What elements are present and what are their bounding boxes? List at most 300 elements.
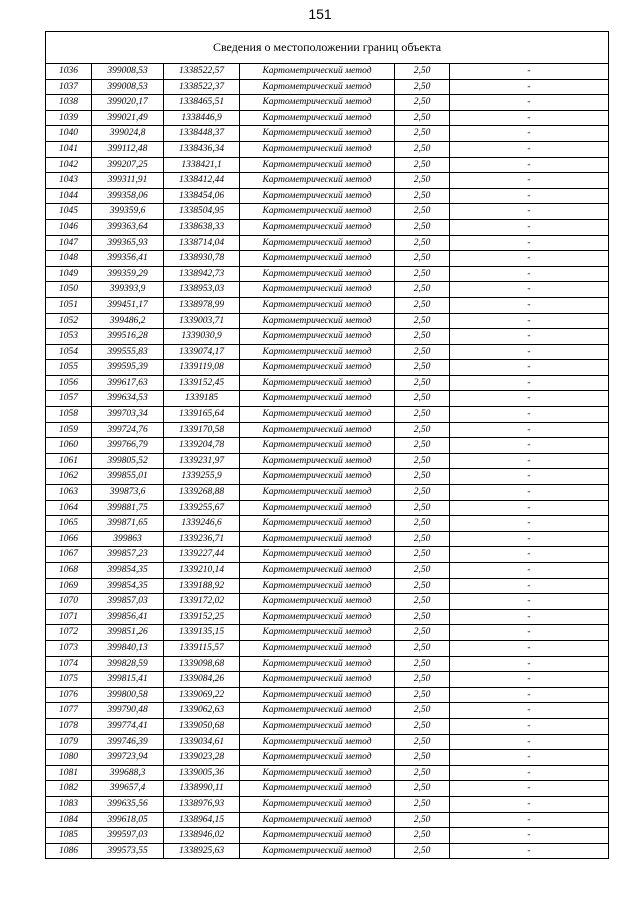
accuracy-cell: 2,50: [395, 500, 450, 516]
method-cell: Картометрический метод: [240, 157, 395, 173]
description-cell: -: [450, 266, 609, 282]
method-cell: Картометрический метод: [240, 204, 395, 220]
accuracy-cell: 2,50: [395, 469, 450, 485]
table-row: [46, 781, 609, 797]
description-cell: -: [450, 79, 609, 95]
y-coordinate-cell: 1338930,78: [164, 251, 240, 267]
table-row: [46, 141, 609, 157]
y-coordinate-cell: 1338421,1: [164, 157, 240, 173]
accuracy-cell: 2,50: [395, 563, 450, 579]
point-number-cell: 1070: [46, 594, 92, 610]
description-cell: -: [450, 251, 609, 267]
x-coordinate-cell: 399597,03: [92, 828, 164, 844]
accuracy-cell: 2,50: [395, 812, 450, 828]
point-number-cell: 1075: [46, 672, 92, 688]
x-coordinate-cell: 399856,41: [92, 609, 164, 625]
table-row: [46, 360, 609, 376]
table-row: [46, 578, 609, 594]
table-row: [46, 469, 609, 485]
table-row: [46, 594, 609, 610]
table-row: [46, 126, 609, 142]
point-number-cell: 1050: [46, 282, 92, 298]
accuracy-cell: 2,50: [395, 141, 450, 157]
method-cell: Картометрический метод: [240, 126, 395, 142]
table-row: [46, 796, 609, 812]
y-coordinate-cell: 1339005,36: [164, 765, 240, 781]
method-cell: Картометрический метод: [240, 422, 395, 438]
method-cell: Картометрический метод: [240, 750, 395, 766]
point-number-cell: 1076: [46, 687, 92, 703]
method-cell: Картометрический метод: [240, 344, 395, 360]
point-number-cell: 1059: [46, 422, 92, 438]
method-cell: Картометрический метод: [240, 329, 395, 345]
x-coordinate-cell: 399688,3: [92, 765, 164, 781]
y-coordinate-cell: 1339084,26: [164, 672, 240, 688]
description-cell: -: [450, 734, 609, 750]
x-coordinate-cell: 399595,39: [92, 360, 164, 376]
x-coordinate-cell: 399311,91: [92, 173, 164, 189]
y-coordinate-cell: 1338925,63: [164, 843, 240, 859]
description-cell: -: [450, 531, 609, 547]
description-cell: -: [450, 391, 609, 407]
method-cell: Картометрический метод: [240, 812, 395, 828]
description-cell: -: [450, 485, 609, 501]
x-coordinate-cell: 399617,63: [92, 375, 164, 391]
accuracy-cell: 2,50: [395, 110, 450, 126]
x-coordinate-cell: 399555,83: [92, 344, 164, 360]
x-coordinate-cell: 399790,48: [92, 703, 164, 719]
x-coordinate-cell: 399020,17: [92, 95, 164, 111]
table-row: [46, 157, 609, 173]
x-coordinate-cell: 399008,53: [92, 64, 164, 80]
method-cell: Картометрический метод: [240, 438, 395, 454]
description-cell: -: [450, 765, 609, 781]
accuracy-cell: 2,50: [395, 828, 450, 844]
y-coordinate-cell: 1339172,02: [164, 594, 240, 610]
method-cell: Картометрический метод: [240, 64, 395, 80]
x-coordinate-cell: 399356,41: [92, 251, 164, 267]
accuracy-cell: 2,50: [395, 282, 450, 298]
point-number-cell: 1063: [46, 485, 92, 501]
point-number-cell: 1073: [46, 640, 92, 656]
description-cell: -: [450, 204, 609, 220]
table-row: [46, 422, 609, 438]
y-coordinate-cell: 1338714,04: [164, 235, 240, 251]
x-coordinate-cell: 399857,03: [92, 594, 164, 610]
description-cell: -: [450, 297, 609, 313]
point-number-cell: 1038: [46, 95, 92, 111]
description-cell: -: [450, 516, 609, 532]
point-number-cell: 1047: [46, 235, 92, 251]
point-number-cell: 1056: [46, 375, 92, 391]
x-coordinate-cell: 399112,48: [92, 141, 164, 157]
accuracy-cell: 2,50: [395, 656, 450, 672]
table-row: [46, 828, 609, 844]
y-coordinate-cell: 1339030,9: [164, 329, 240, 345]
point-number-cell: 1042: [46, 157, 92, 173]
method-cell: Картометрический метод: [240, 500, 395, 516]
accuracy-cell: 2,50: [395, 578, 450, 594]
accuracy-cell: 2,50: [395, 453, 450, 469]
accuracy-cell: 2,50: [395, 625, 450, 641]
point-number-cell: 1084: [46, 812, 92, 828]
method-cell: Картометрический метод: [240, 95, 395, 111]
description-cell: -: [450, 828, 609, 844]
x-coordinate-cell: 399774,41: [92, 718, 164, 734]
description-cell: -: [450, 812, 609, 828]
x-coordinate-cell: 399851,26: [92, 625, 164, 641]
description-cell: -: [450, 313, 609, 329]
method-cell: Картометрический метод: [240, 219, 395, 235]
table-row: [46, 531, 609, 547]
y-coordinate-cell: 1339050,68: [164, 718, 240, 734]
x-coordinate-cell: 399486,2: [92, 313, 164, 329]
method-cell: Картометрический метод: [240, 796, 395, 812]
description-cell: -: [450, 110, 609, 126]
accuracy-cell: 2,50: [395, 516, 450, 532]
method-cell: Картометрический метод: [240, 828, 395, 844]
point-number-cell: 1048: [46, 251, 92, 267]
description-cell: -: [450, 625, 609, 641]
table-row: [46, 407, 609, 423]
y-coordinate-cell: 1339255,67: [164, 500, 240, 516]
table-row: [46, 79, 609, 95]
x-coordinate-cell: 399359,6: [92, 204, 164, 220]
x-coordinate-cell: 399358,06: [92, 188, 164, 204]
accuracy-cell: 2,50: [395, 64, 450, 80]
table-row: [46, 516, 609, 532]
description-cell: -: [450, 781, 609, 797]
y-coordinate-cell: 1339185: [164, 391, 240, 407]
point-number-cell: 1074: [46, 656, 92, 672]
y-coordinate-cell: 1338412,44: [164, 173, 240, 189]
y-coordinate-cell: 1339170,58: [164, 422, 240, 438]
method-cell: Картометрический метод: [240, 516, 395, 532]
point-number-cell: 1044: [46, 188, 92, 204]
table-row: [46, 235, 609, 251]
y-coordinate-cell: 1339098,68: [164, 656, 240, 672]
accuracy-cell: 2,50: [395, 251, 450, 267]
description-cell: -: [450, 547, 609, 563]
x-coordinate-cell: 399657,4: [92, 781, 164, 797]
point-number-cell: 1079: [46, 734, 92, 750]
point-number-cell: 1078: [46, 718, 92, 734]
description-cell: -: [450, 235, 609, 251]
table-row: [46, 485, 609, 501]
x-coordinate-cell: 399746,39: [92, 734, 164, 750]
table-row: [46, 219, 609, 235]
description-cell: -: [450, 500, 609, 516]
table-row: [46, 609, 609, 625]
x-coordinate-cell: 399021,49: [92, 110, 164, 126]
x-coordinate-cell: 399857,23: [92, 547, 164, 563]
x-coordinate-cell: 399516,28: [92, 329, 164, 345]
y-coordinate-cell: 1339204,78: [164, 438, 240, 454]
description-cell: -: [450, 796, 609, 812]
description-cell: -: [450, 687, 609, 703]
accuracy-cell: 2,50: [395, 95, 450, 111]
point-number-cell: 1069: [46, 578, 92, 594]
y-coordinate-cell: 1338446,9: [164, 110, 240, 126]
table-row: [46, 95, 609, 111]
x-coordinate-cell: 399207,25: [92, 157, 164, 173]
table-row: [46, 251, 609, 267]
x-coordinate-cell: 399881,75: [92, 500, 164, 516]
method-cell: Картометрический метод: [240, 781, 395, 797]
method-cell: Картометрический метод: [240, 485, 395, 501]
accuracy-cell: 2,50: [395, 594, 450, 610]
point-number-cell: 1052: [46, 313, 92, 329]
description-cell: -: [450, 640, 609, 656]
accuracy-cell: 2,50: [395, 485, 450, 501]
table-row: [46, 765, 609, 781]
method-cell: Картометрический метод: [240, 687, 395, 703]
point-number-cell: 1065: [46, 516, 92, 532]
table-row: [46, 344, 609, 360]
method-cell: Картометрический метод: [240, 251, 395, 267]
description-cell: -: [450, 578, 609, 594]
method-cell: Картометрический метод: [240, 469, 395, 485]
y-coordinate-cell: 1339268,88: [164, 485, 240, 501]
point-number-cell: 1054: [46, 344, 92, 360]
accuracy-cell: 2,50: [395, 126, 450, 142]
description-cell: -: [450, 95, 609, 111]
x-coordinate-cell: 399805,52: [92, 453, 164, 469]
table-row: [46, 672, 609, 688]
point-number-cell: 1072: [46, 625, 92, 641]
description-cell: -: [450, 188, 609, 204]
description-cell: -: [450, 453, 609, 469]
point-number-cell: 1060: [46, 438, 92, 454]
x-coordinate-cell: 399359,29: [92, 266, 164, 282]
x-coordinate-cell: 399840,13: [92, 640, 164, 656]
y-coordinate-cell: 1339135,15: [164, 625, 240, 641]
description-cell: -: [450, 750, 609, 766]
description-cell: -: [450, 64, 609, 80]
method-cell: Картометрический метод: [240, 360, 395, 376]
point-number-cell: 1086: [46, 843, 92, 859]
method-cell: Картометрический метод: [240, 656, 395, 672]
x-coordinate-cell: 399871,65: [92, 516, 164, 532]
accuracy-cell: 2,50: [395, 640, 450, 656]
point-number-cell: 1071: [46, 609, 92, 625]
accuracy-cell: 2,50: [395, 609, 450, 625]
point-number-cell: 1037: [46, 79, 92, 95]
point-number-cell: 1066: [46, 531, 92, 547]
accuracy-cell: 2,50: [395, 531, 450, 547]
table-row: [46, 547, 609, 563]
x-coordinate-cell: 399008,53: [92, 79, 164, 95]
description-cell: -: [450, 282, 609, 298]
y-coordinate-cell: 1338522,57: [164, 64, 240, 80]
point-number-cell: 1036: [46, 64, 92, 80]
point-number-cell: 1062: [46, 469, 92, 485]
description-cell: -: [450, 656, 609, 672]
description-cell: -: [450, 563, 609, 579]
x-coordinate-cell: 399766,79: [92, 438, 164, 454]
accuracy-cell: 2,50: [395, 750, 450, 766]
point-number-cell: 1051: [46, 297, 92, 313]
accuracy-cell: 2,50: [395, 843, 450, 859]
method-cell: Картометрический метод: [240, 563, 395, 579]
point-number-cell: 1064: [46, 500, 92, 516]
description-cell: -: [450, 609, 609, 625]
accuracy-cell: 2,50: [395, 266, 450, 282]
method-cell: Картометрический метод: [240, 734, 395, 750]
y-coordinate-cell: 1338504,95: [164, 204, 240, 220]
method-cell: Картометрический метод: [240, 297, 395, 313]
method-cell: Картометрический метод: [240, 531, 395, 547]
table-row: [46, 563, 609, 579]
x-coordinate-cell: 399854,35: [92, 578, 164, 594]
point-number-cell: 1057: [46, 391, 92, 407]
point-number-cell: 1077: [46, 703, 92, 719]
method-cell: Картометрический метод: [240, 266, 395, 282]
x-coordinate-cell: 399854,35: [92, 563, 164, 579]
description-cell: -: [450, 407, 609, 423]
accuracy-cell: 2,50: [395, 297, 450, 313]
point-number-cell: 1040: [46, 126, 92, 142]
method-cell: Картометрический метод: [240, 765, 395, 781]
y-coordinate-cell: 1338942,73: [164, 266, 240, 282]
method-cell: Картометрический метод: [240, 703, 395, 719]
method-cell: Картометрический метод: [240, 453, 395, 469]
method-cell: Картометрический метод: [240, 282, 395, 298]
table-row: [46, 375, 609, 391]
method-cell: Картометрический метод: [240, 235, 395, 251]
accuracy-cell: 2,50: [395, 360, 450, 376]
accuracy-cell: 2,50: [395, 391, 450, 407]
y-coordinate-cell: 1339034,61: [164, 734, 240, 750]
y-coordinate-cell: 1338976,93: [164, 796, 240, 812]
table-row: [46, 266, 609, 282]
table-row: [46, 282, 609, 298]
accuracy-cell: 2,50: [395, 438, 450, 454]
description-cell: -: [450, 422, 609, 438]
description-cell: -: [450, 703, 609, 719]
accuracy-cell: 2,50: [395, 188, 450, 204]
y-coordinate-cell: 1338964,15: [164, 812, 240, 828]
table-row: [46, 734, 609, 750]
table-row: [46, 453, 609, 469]
y-coordinate-cell: 1338953,03: [164, 282, 240, 298]
y-coordinate-cell: 1338448,37: [164, 126, 240, 142]
method-cell: Картометрический метод: [240, 843, 395, 859]
point-number-cell: 1061: [46, 453, 92, 469]
description-cell: -: [450, 672, 609, 688]
accuracy-cell: 2,50: [395, 219, 450, 235]
table-row: [46, 687, 609, 703]
method-cell: Картометрический метод: [240, 110, 395, 126]
accuracy-cell: 2,50: [395, 703, 450, 719]
point-number-cell: 1043: [46, 173, 92, 189]
y-coordinate-cell: 1338436,34: [164, 141, 240, 157]
point-number-cell: 1045: [46, 204, 92, 220]
accuracy-cell: 2,50: [395, 734, 450, 750]
y-coordinate-cell: 1339227,44: [164, 547, 240, 563]
description-cell: -: [450, 173, 609, 189]
accuracy-cell: 2,50: [395, 329, 450, 345]
table-row: [46, 640, 609, 656]
x-coordinate-cell: 399873,6: [92, 485, 164, 501]
accuracy-cell: 2,50: [395, 547, 450, 563]
point-number-cell: 1085: [46, 828, 92, 844]
table-row: [46, 750, 609, 766]
point-number-cell: 1083: [46, 796, 92, 812]
point-number-cell: 1081: [46, 765, 92, 781]
description-cell: -: [450, 219, 609, 235]
point-number-cell: 1080: [46, 750, 92, 766]
point-number-cell: 1049: [46, 266, 92, 282]
table-row: [46, 703, 609, 719]
method-cell: Картометрический метод: [240, 594, 395, 610]
method-cell: Картометрический метод: [240, 625, 395, 641]
table-row: [46, 625, 609, 641]
table-row: [46, 64, 609, 80]
accuracy-cell: 2,50: [395, 672, 450, 688]
method-cell: Картометрический метод: [240, 313, 395, 329]
description-cell: -: [450, 360, 609, 376]
y-coordinate-cell: 1338454,06: [164, 188, 240, 204]
method-cell: Картометрический метод: [240, 188, 395, 204]
table-row: [46, 718, 609, 734]
point-number-cell: 1082: [46, 781, 92, 797]
y-coordinate-cell: 1339069,22: [164, 687, 240, 703]
table-row: [46, 391, 609, 407]
table-row: [46, 656, 609, 672]
x-coordinate-cell: 399815,41: [92, 672, 164, 688]
method-cell: Картометрический метод: [240, 640, 395, 656]
accuracy-cell: 2,50: [395, 204, 450, 220]
description-cell: -: [450, 843, 609, 859]
table-row: [46, 843, 609, 859]
method-cell: Картометрический метод: [240, 375, 395, 391]
point-number-cell: 1068: [46, 563, 92, 579]
accuracy-cell: 2,50: [395, 157, 450, 173]
description-cell: -: [450, 718, 609, 734]
description-cell: -: [450, 344, 609, 360]
description-cell: -: [450, 375, 609, 391]
table-title: Сведения о местоположении границ объекта: [46, 32, 609, 64]
y-coordinate-cell: 1338946,02: [164, 828, 240, 844]
y-coordinate-cell: 1338990,11: [164, 781, 240, 797]
x-coordinate-cell: 399863: [92, 531, 164, 547]
accuracy-cell: 2,50: [395, 422, 450, 438]
y-coordinate-cell: 1339152,25: [164, 609, 240, 625]
x-coordinate-cell: 399635,56: [92, 796, 164, 812]
point-number-cell: 1039: [46, 110, 92, 126]
y-coordinate-cell: 1339062,63: [164, 703, 240, 719]
y-coordinate-cell: 1339255,9: [164, 469, 240, 485]
accuracy-cell: 2,50: [395, 796, 450, 812]
y-coordinate-cell: 1339023,28: [164, 750, 240, 766]
y-coordinate-cell: 1338465,51: [164, 95, 240, 111]
x-coordinate-cell: 399573,55: [92, 843, 164, 859]
table-body: [46, 64, 609, 859]
x-coordinate-cell: 399451,17: [92, 297, 164, 313]
accuracy-cell: 2,50: [395, 765, 450, 781]
table-row: [46, 812, 609, 828]
y-coordinate-cell: 1339119,08: [164, 360, 240, 376]
accuracy-cell: 2,50: [395, 687, 450, 703]
boundary-coordinates-table: [45, 31, 609, 859]
accuracy-cell: 2,50: [395, 407, 450, 423]
y-coordinate-cell: 1339236,71: [164, 531, 240, 547]
accuracy-cell: 2,50: [395, 344, 450, 360]
description-cell: -: [450, 438, 609, 454]
y-coordinate-cell: 1338522,37: [164, 79, 240, 95]
table-row: [46, 500, 609, 516]
